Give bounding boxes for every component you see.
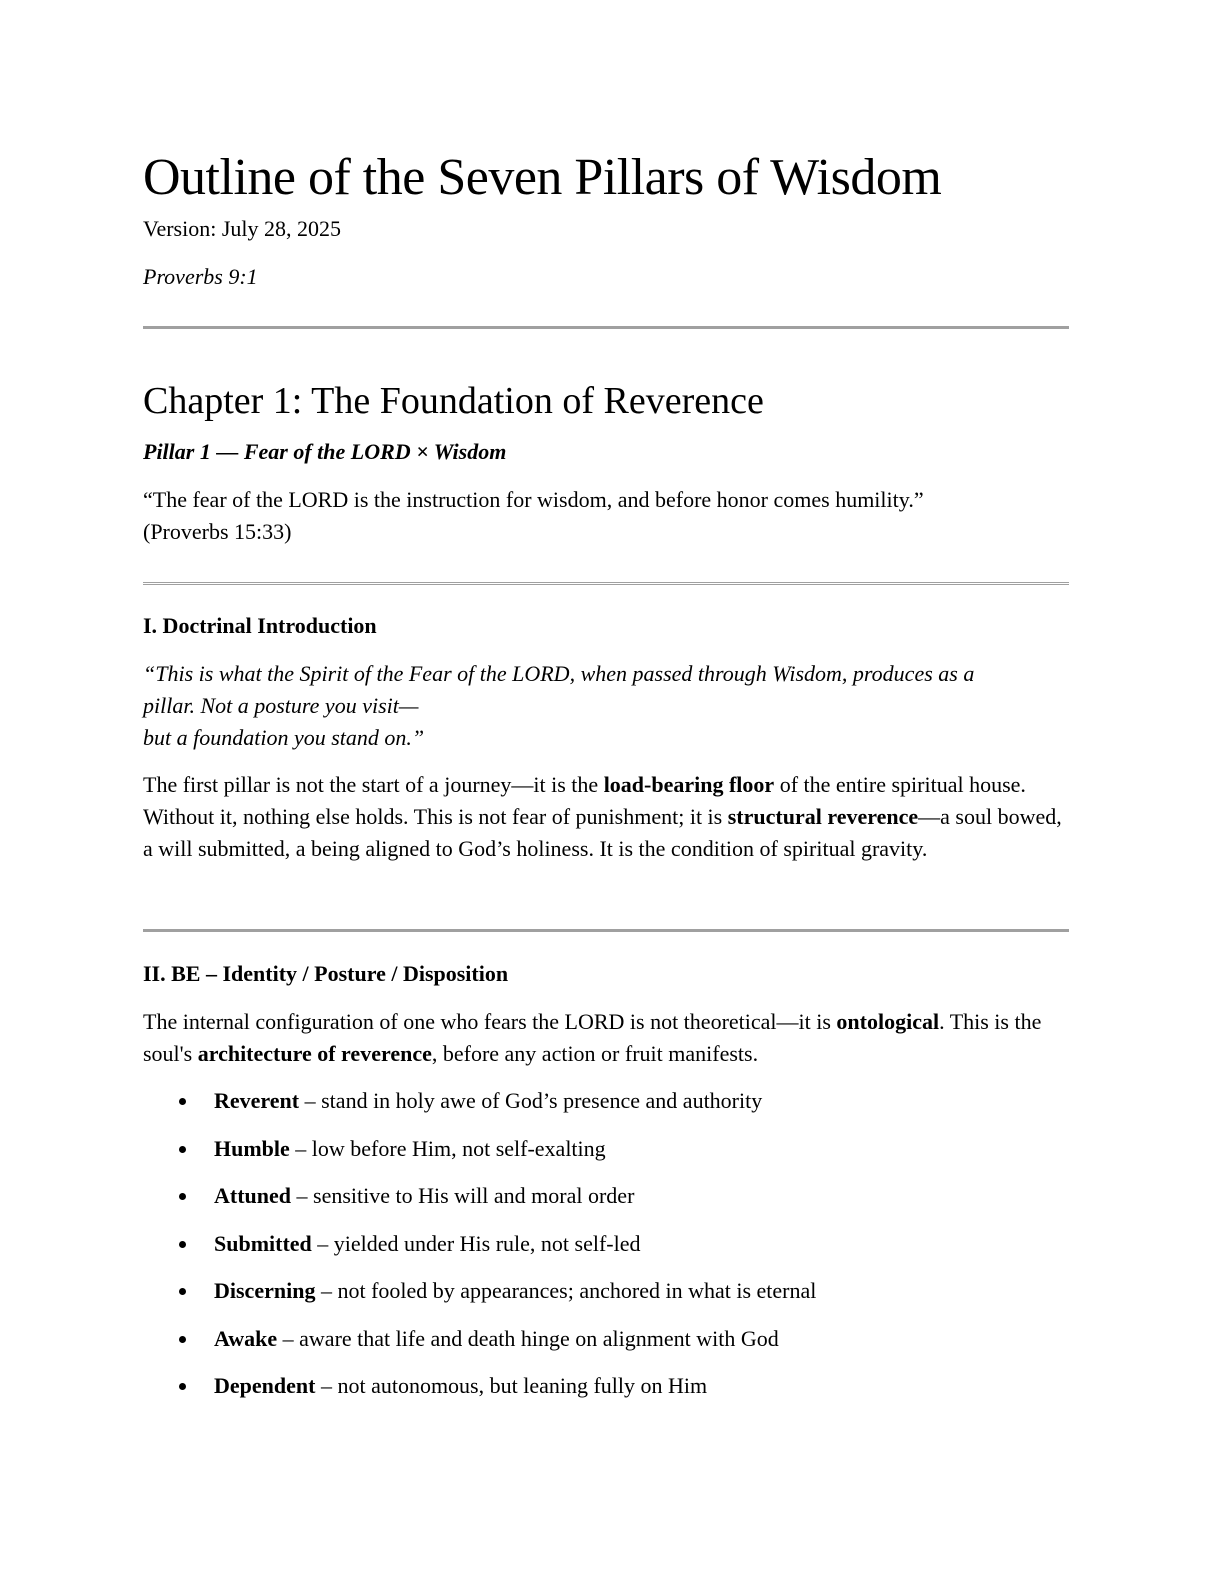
emphasis-text: load-bearing floor [603,772,775,797]
quote-line: “This is what the Spirit of the Fear of the LORD, when passed through Wisdom, produces as a [143,661,975,686]
trait-term: Reverent [214,1088,300,1113]
bullet-icon [179,1241,186,1248]
bullet-icon [179,1193,186,1200]
paragraph-text: . This is the soul's [143,1009,1042,1066]
list-item [143,1324,816,1372]
scripture-reference: Proverbs 9:1 [143,264,258,289]
chapter-epigraph [143,484,1069,548]
list-item [143,1134,816,1182]
list-item [143,1181,816,1229]
divider-chapter [143,582,1069,585]
list-item [143,1371,816,1419]
identity-paragraph [143,1006,1069,1070]
list-item [143,1276,816,1324]
chapter-title: Chapter 1: The Foundation of Reverence [143,380,764,422]
section-heading-identity: II. BE – Identity / Posture / Disposition [143,961,509,986]
emphasis-text: architecture of reverence [197,1041,432,1066]
paragraph-text: of the entire spiritual house. Without it, nothing else holds. This is not fear of punishment; it is [143,772,1026,829]
paragraph-text: The first pillar is not the start of a journey—it is the [143,772,604,797]
trait-list [143,1086,816,1419]
trait-term: Discerning [214,1278,316,1303]
divider-title [143,326,1069,329]
section-heading-doctrinal: I. Doctrinal Introduction [143,613,377,638]
bullet-icon [179,1098,186,1105]
trait-term: Submitted [214,1230,312,1256]
list-item [143,1229,816,1277]
divider-section [143,929,1069,932]
epigraph-quote: “The fear of the LORD is the instruction for wisdom, and before honor comes humility.” [143,487,924,512]
trait-description: – not autonomous, but leaning fully on Him [315,1373,708,1398]
emphasis-text: structural reverence [727,804,919,829]
list-item [143,1086,816,1134]
epigraph-citation: (Proverbs 15:33) [143,519,292,544]
bullet-icon [179,1288,186,1295]
trait-description: – not fooled by appearances; anchored in what is eternal [315,1278,817,1303]
doctrinal-paragraph [143,769,1069,865]
paragraph-text: The internal configuration of one who fears the LORD is not theoretical—it is [143,1009,837,1034]
pillar-subtitle: Pillar 1 — Fear of the LORD × Wisdom [143,439,507,464]
trait-description: – aware that life and death hinge on alignment with God [277,1325,779,1351]
bullet-icon [179,1383,186,1390]
trait-term: Humble [214,1135,290,1161]
trait-term: Awake [214,1325,278,1351]
trait-term: Dependent [214,1373,316,1398]
emphasis-text: ontological [836,1009,940,1034]
doctrinal-quote [143,658,1069,754]
bullet-icon [179,1336,186,1343]
version-line: Version: July 28, 2025 [143,216,341,241]
quote-line: pillar. Not a posture you visit— [143,693,419,718]
paragraph-text: , before any action or fruit manifests. [431,1041,759,1066]
paragraph-text: —a soul bowed, a will submitted, a being aligned to God’s holiness. It is the condition of spiritual gravity. [143,804,1062,861]
trait-description: – sensitive to His will and moral order [291,1183,635,1208]
trait-description: – yielded under His rule, not self-led [311,1230,641,1256]
quote-line: but a foundation you stand on.” [143,725,425,750]
document-title: Outline of the Seven Pillars of Wisdom [143,149,942,206]
trait-description: – low before Him, not self-exalting [289,1135,606,1161]
trait-description: – stand in holy awe of God’s presence and authority [299,1088,763,1113]
trait-term: Attuned [214,1183,292,1208]
bullet-icon [179,1146,186,1153]
